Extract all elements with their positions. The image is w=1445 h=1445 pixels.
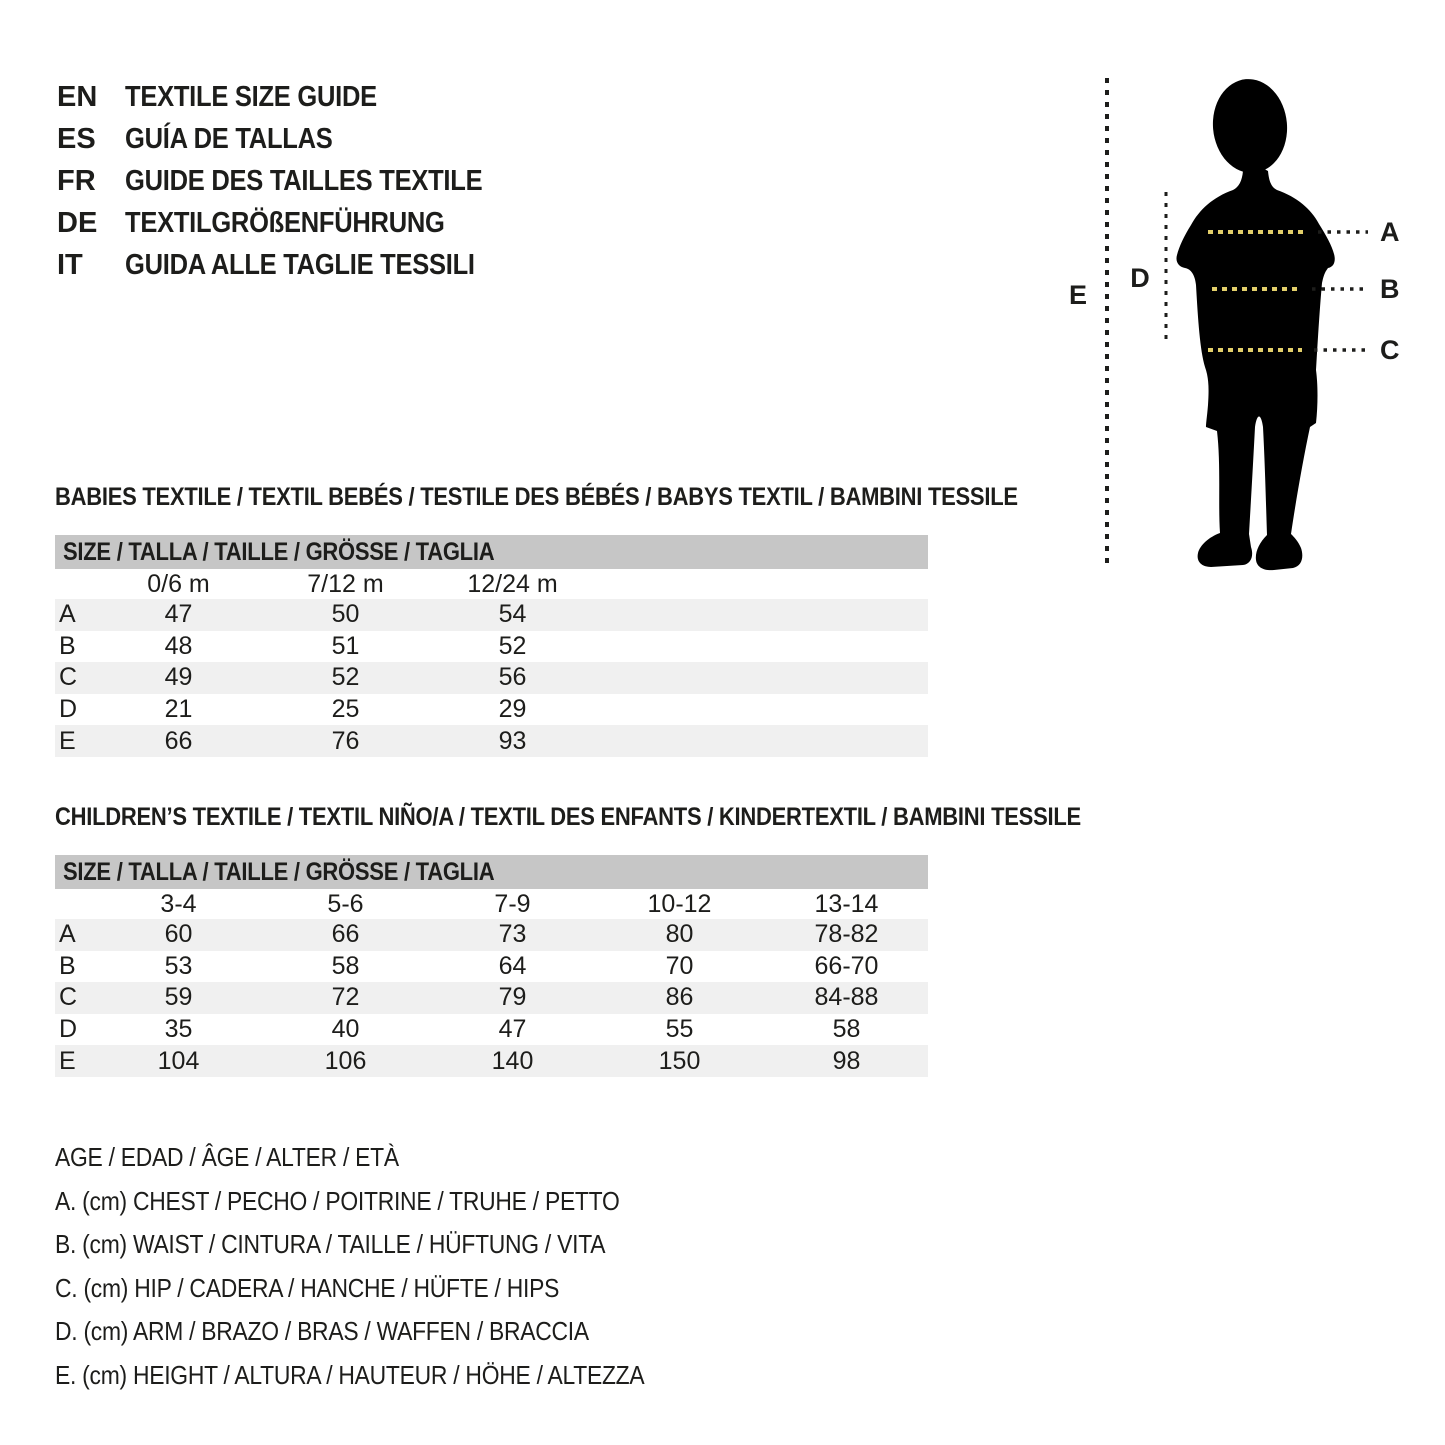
language-row-it	[57, 244, 531, 286]
cell-value: 64	[498, 951, 527, 980]
cell-value: 21	[164, 695, 193, 724]
cell-value: 140	[491, 1046, 534, 1075]
table-row	[55, 982, 928, 1014]
row-label: D	[59, 1015, 78, 1044]
marker-label-b: B	[1380, 274, 1400, 304]
size-header-label: SIZE / TALLA / TAILLE / GRÖSSE / TAGLIA	[63, 537, 495, 566]
cell-value: 49	[164, 663, 193, 692]
cell-value: 50	[331, 600, 360, 629]
column-header: 12/24 m	[467, 569, 558, 598]
cell-value: 84-88	[814, 983, 879, 1012]
child-silhouette-diagram	[1060, 70, 1400, 580]
language-code: FR	[57, 164, 96, 197]
language-row-en	[57, 76, 531, 118]
babies-size-header-bar	[55, 535, 928, 569]
cell-value: 40	[331, 1015, 360, 1044]
cell-value: 59	[164, 983, 193, 1012]
cell-value: 66-70	[814, 951, 879, 980]
table-row	[55, 725, 928, 757]
table-row	[55, 694, 928, 726]
marker-label-a: A	[1380, 217, 1400, 247]
row-label: E	[59, 1046, 76, 1075]
column-header: 3-4	[160, 889, 197, 918]
babies-section-title: BABIES TEXTILE / TEXTIL BEBÉS / TESTILE DES BÉBÉS / BABYS TEXTIL / BAMBINI TESSILE	[55, 483, 1018, 511]
children-table	[55, 855, 928, 1077]
legend-line-waist: B. (cm) WAIST / CINTURA / TAILLE / HÜFTUNG / VITA	[55, 1229, 606, 1260]
child-silhouette	[1176, 76, 1334, 570]
silhouette-body	[1176, 167, 1334, 570]
table-row	[55, 662, 928, 694]
language-row-fr	[57, 160, 531, 202]
cell-value: 47	[498, 1015, 527, 1044]
table-row	[55, 599, 928, 631]
cell-value: 66	[331, 920, 360, 949]
children-size-header-bar	[55, 855, 928, 889]
cell-value: 51	[331, 631, 360, 660]
column-header: 5-6	[327, 889, 364, 918]
language-row-de	[57, 202, 531, 244]
language-code: IT	[57, 248, 83, 281]
column-header: 10-12	[647, 889, 712, 918]
guide-title-es: GUÍA DE TALLAS	[125, 122, 333, 155]
language-code: DE	[57, 206, 98, 239]
cell-value: 70	[665, 951, 694, 980]
size-header-label: SIZE / TALLA / TAILLE / GRÖSSE / TAGLIA	[63, 857, 495, 886]
row-label: B	[59, 631, 76, 660]
marker-label-e: E	[1068, 280, 1088, 310]
cell-value: 58	[331, 951, 360, 980]
legend-line-arm: D. (cm) ARM / BRAZO / BRAS / WAFFEN / BRACCIA	[55, 1316, 589, 1347]
row-label: C	[59, 663, 78, 692]
cell-value: 93	[498, 726, 527, 755]
cell-value: 53	[164, 951, 193, 980]
column-header: 7/12 m	[307, 569, 384, 598]
language-header	[57, 76, 531, 286]
cell-value: 48	[164, 631, 193, 660]
cell-value: 60	[164, 920, 193, 949]
guide-title-de: TEXTILGRÖßENFÜHRUNG	[125, 206, 445, 239]
silhouette-head	[1209, 76, 1291, 176]
cell-value: 72	[331, 983, 360, 1012]
babies-column-header-row	[55, 569, 928, 599]
cell-value: 52	[498, 631, 527, 660]
cell-value: 54	[498, 600, 527, 629]
cell-value: 73	[498, 920, 527, 949]
cell-value: 98	[832, 1046, 861, 1075]
language-code: EN	[57, 80, 98, 113]
cell-value: 76	[331, 726, 360, 755]
cell-value: 56	[498, 663, 527, 692]
row-label: C	[59, 983, 78, 1012]
table-row	[55, 1014, 928, 1046]
column-header: 0/6 m	[147, 569, 210, 598]
table-row	[55, 631, 928, 663]
language-row-es	[57, 118, 531, 160]
cell-value: 79	[498, 983, 527, 1012]
row-label: E	[59, 726, 76, 755]
legend-line-height: E. (cm) HEIGHT / ALTURA / HAUTEUR / HÖHE / ALTEZZA	[55, 1359, 645, 1390]
language-code: ES	[57, 122, 96, 155]
column-header: 13-14	[814, 889, 879, 918]
row-label: A	[59, 920, 76, 949]
cell-value: 47	[164, 600, 193, 629]
cell-value: 106	[324, 1046, 367, 1075]
guide-title-fr: GUIDE DES TAILLES TEXTILE	[125, 164, 483, 197]
row-label: D	[59, 695, 78, 724]
babies-table	[55, 535, 928, 757]
marker-label-d: D	[1130, 263, 1150, 293]
cell-value: 25	[331, 695, 360, 724]
cell-value: 35	[164, 1015, 193, 1044]
cell-value: 55	[665, 1015, 694, 1044]
row-label: A	[59, 600, 76, 629]
cell-value: 80	[665, 920, 694, 949]
marker-label-c: C	[1380, 335, 1400, 365]
children-column-header-row	[55, 889, 928, 919]
legend-line-chest: A. (cm) CHEST / PECHO / POITRINE / TRUHE / PETTO	[55, 1185, 620, 1216]
cell-value: 66	[164, 726, 193, 755]
cell-value: 58	[832, 1015, 861, 1044]
cell-value: 104	[157, 1046, 200, 1075]
cell-value: 86	[665, 983, 694, 1012]
guide-title-it: GUIDA ALLE TAGLIE TESSILI	[125, 248, 475, 281]
table-row	[55, 1045, 928, 1077]
table-row	[55, 951, 928, 983]
children-section-title: CHILDREN’S TEXTILE / TEXTIL NIÑO/A / TEXTIL DES ENFANTS / KINDERTEXTIL / BAMBINI TESSILE	[55, 803, 1081, 831]
guide-title-en: TEXTILE SIZE GUIDE	[125, 80, 377, 113]
row-label: B	[59, 951, 76, 980]
table-row	[55, 919, 928, 951]
measurement-legend	[55, 1136, 725, 1397]
cell-value: 52	[331, 663, 360, 692]
column-header: 7-9	[494, 889, 531, 918]
cell-value: 78-82	[814, 920, 879, 949]
cell-value: 150	[658, 1046, 701, 1075]
legend-line-hip: C. (cm) HIP / CADERA / HANCHE / HÜFTE / HIPS	[55, 1272, 560, 1303]
legend-line-age: AGE / EDAD / ÂGE / ALTER / ETÀ	[55, 1142, 399, 1173]
cell-value: 29	[498, 695, 527, 724]
